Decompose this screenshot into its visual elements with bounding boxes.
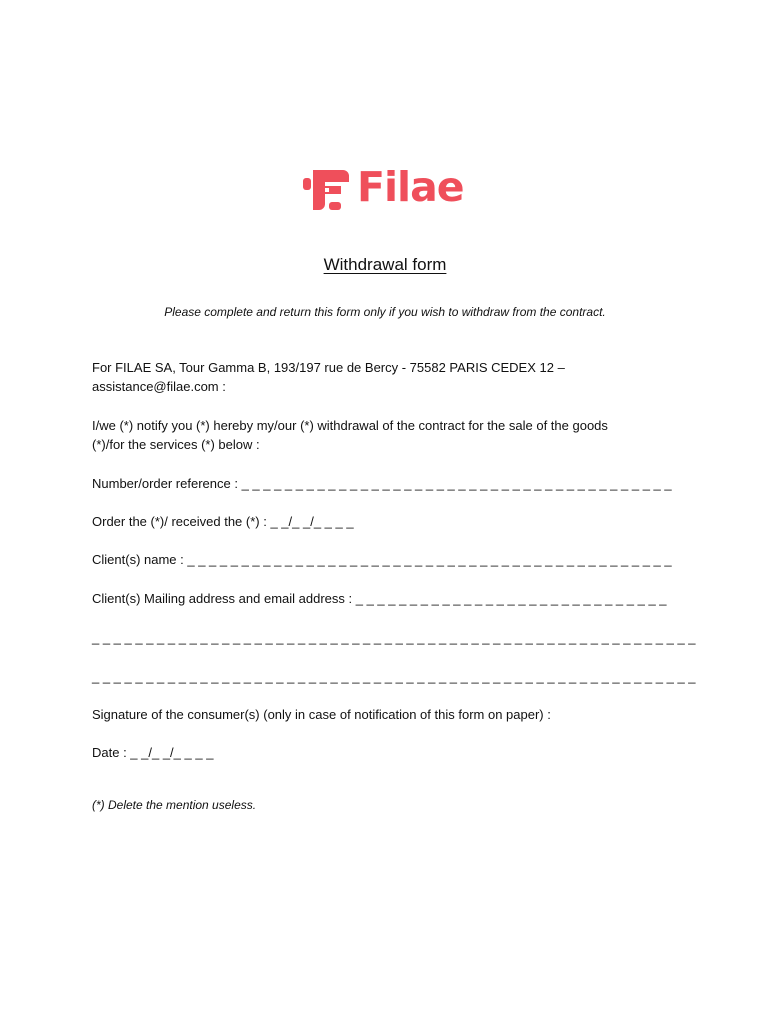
form-title: Withdrawal form xyxy=(323,255,447,274)
order-reference-field: Number/order reference : _ _ _ _ _ _ _ _ _ _ _ _ _ _ _ _ _ _ _ _ _ _ _ _ _ _ _ _ _ _ _ _ _ _ _ _ _ _ _ _ xyxy=(92,476,672,491)
date-field: Date : _ _/_ _/_ _ _ _ xyxy=(92,745,214,760)
logo-wordmark: Filae xyxy=(357,163,464,211)
blank-line-1: _ _ _ _ _ _ _ _ _ _ _ _ _ _ _ _ _ _ _ _ _ _ _ _ _ _ _ _ _ _ _ _ _ _ _ _ _ _ _ _ _ _ _ _ _ _ _ _ _ _ _ _ _ _ _ _ xyxy=(92,630,696,645)
notice-line-2: (*)/for the services (*) below : xyxy=(92,437,260,452)
withdrawal-notice xyxy=(92,416,692,454)
client-name-field: Client(s) name : _ _ _ _ _ _ _ _ _ _ _ _ _ _ _ _ _ _ _ _ _ _ _ _ _ _ _ _ _ _ _ _ _ _ _ _ _ _ _ _ _ _ _ _ _ xyxy=(92,552,672,567)
form-intro: Please complete and return this form only if you wish to withdraw from the contract. xyxy=(164,305,606,319)
footnote: (*) Delete the mention useless. xyxy=(92,798,257,812)
addressee-line-2: assistance@filae.com : xyxy=(92,379,226,394)
blank-line-2: _ _ _ _ _ _ _ _ _ _ _ _ _ _ _ _ _ _ _ _ _ _ _ _ _ _ _ _ _ _ _ _ _ _ _ _ _ _ _ _ _ _ _ _ _ _ _ _ _ _ _ _ _ _ _ _ xyxy=(92,669,696,684)
filae-logo xyxy=(303,163,468,212)
signature-field: Signature of the consumer(s) (only in case of notification of this form on paper) : xyxy=(92,707,551,722)
notice-line-1: I/we (*) notify you (*) hereby my/our (*) withdrawal of the contract for the sale of the goods xyxy=(92,418,608,433)
order-date-field: Order the (*)/ received the (*) : _ _/_ _/_ _ _ _ xyxy=(92,514,354,529)
addressee-block xyxy=(92,358,692,396)
client-address-field: Client(s) Mailing address and email address : _ _ _ _ _ _ _ _ _ _ _ _ _ _ _ _ _ _ _ _ _ _ _ _ _ _ _ _ _ xyxy=(92,591,667,606)
filae-logo-icon xyxy=(303,166,355,212)
addressee-line-1: For FILAE SA, Tour Gamma B, 193/197 rue de Bercy - 75582 PARIS CEDEX 12 – xyxy=(92,360,565,375)
